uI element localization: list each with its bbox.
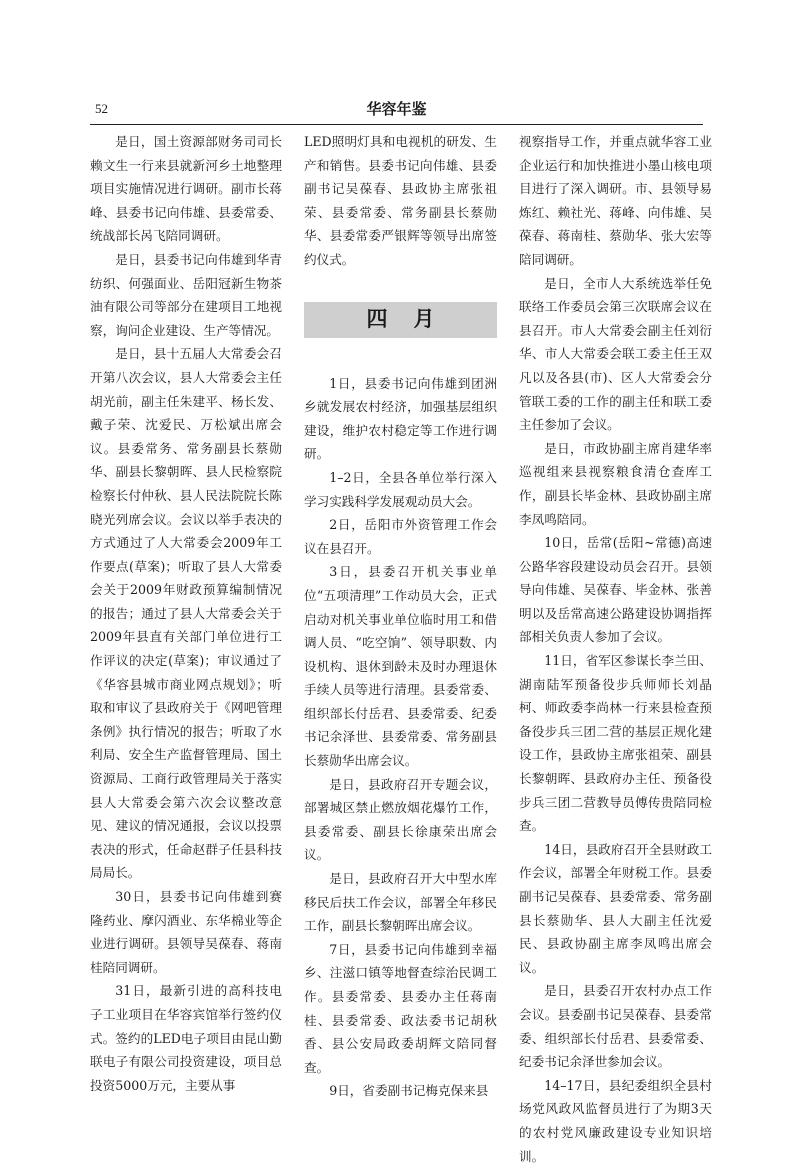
paragraph-continued: LED照明灯具和电视机的研发、生产和销售。县委书记向伟雄、县委副书记吴葆春、县政协主席张祖荣、县委常委、常务副县长蔡勋华、县委常委严银辉等领导出席签约仪式。 (304, 134, 497, 267)
paragraph: 30日，县委书记向伟雄到赛隆药业、摩闪酒业、东华棉业等企业进行调研。县领导吴葆春、蒋南桂陪同调研。 (90, 889, 282, 975)
paragraph: 1–2日，全县各单位举行深入学习实践科学发展观动员大会。 (304, 469, 497, 509)
paragraph: 是日，县十五届人大常委会召开第八次会议，县人大常委会主任胡光前，副主任朱建平、杨长发、戴子荣、沈爱民、万松斌出席会议。县委常务、常务副县长蔡勋华、副县长黎朝晖、县人民检察院检察长付仲秋、县人民法院院长陈晓光列席会议。会议以举手表决的方式通过了人大常委会2009年工作要点(草案)；听取了县人大常委会关于2009年财政预算编制情况的报告；通过了县人大常委会关于2009年县直有关部门单位进行工作评议的决定(草案)；审议通过了《华容县城市商业网点规划》；听取和审议了县政府关于《网吧管理条例》执行情况的报告；听取了水利局、安全生产监督管理局、国土资源局、工商行政管理局关于落实县人大常委会第六次会议整改意见、建议的情况通报，会议以投票表决的形式，任命赵群子任县科技局局长。 (90, 346, 282, 881)
paragraph: 是日，国土资源部财务司司长赖文生一行来县就新河乡土地整理项目实施情况进行调研。副市长蒋峰、县委书记向伟雄、县委常委、统战部长呙飞陪同调研。 (90, 134, 282, 244)
paragraph: 是日，全市人大系统选举任免联络工作委员会第三次联席会议在县召开。市人大常委会副主任刘衍华、市人大常委会联工委主任王双凡以及各县(市)、区人大常委会分管联工委的工作的副主任和联工委主任参加了会议。 (519, 275, 712, 433)
paragraph: 11日，省军区参谋长李兰田、湖南陆军预备役步兵师师长刘晶柯、师政委李尚林一行来县检查预备役步兵三团二营的基层正规化建设工作，县政协主席张祖荣、副县长黎朝晖、县政府办主任、预备役步兵三团二营教导员傅传贵陪同检查。 (519, 653, 712, 834)
header-rule (90, 124, 703, 125)
paragraph: 14–17日，县纪委组织全县村场党风政风监督员进行了为期3天的农村党风廉政建设专业知识培训。 (519, 1077, 712, 1164)
paragraph: 3日，县委召开机关事业单位“五项清理”工作动员大会，正式启动对机关事业单位临时用工和借调人员、“吃空饷”、领导职数、内设机构、退休到龄未及时办理退休手续人员等进行清理。县委常委、组织部长付岳君、县委常委、纪委书记余泽世、县委常委、常务副县长蔡勋华出席会议。 (304, 564, 497, 769)
paragraph-continued: 视察指导工作，并重点就华容工业企业运行和加快推进小墨山核电项目进行了深入调研。市、县领导易炼红、赖社光、蒋峰、向伟雄、吴葆春、蒋南桂、蔡勋华、张大宏等陪同调研。 (519, 134, 712, 267)
paragraph: 是日，县委召开农村办点工作会议。县委副书记吴葆春、县委常委、组织部长付岳君、县委常委、纪委书记余泽世参加会议。 (519, 983, 712, 1070)
paragraph: 是日，县委书记向伟雄到华青纺织、何强面业、岳阳冠新生物茶油有限公司等部分在建项目工地视察，询问企业建设、生产等情况。 (90, 251, 282, 338)
paragraph: 31日，最新引进的高科技电子工业项目在华容宾馆举行签约仪式。签约的LED电子项目由昆山勤联电子有限公司投资建设，项目总投资5000万元，主要从事 (90, 983, 282, 1093)
paragraph: 是日，县政府召开大中型水库移民后扶工作会议，部署全年移民工作，副县长黎朝晖出席会议。 (304, 871, 497, 934)
paragraph: 2日，岳阳市外资管理工作会议在县召开。 (304, 517, 497, 556)
column-2 (304, 130, 497, 1103)
running-title: 华容年鉴 (366, 100, 427, 118)
column-1 (90, 130, 282, 1097)
page-number: 52 (95, 101, 108, 116)
month-heading-box (304, 302, 497, 338)
paragraph: 是日，市政协副主席肖建华率巡视组来县视察粮食清仓查库工作，副县长毕金林、县政协副主席李凤鸣陪同。 (519, 440, 712, 527)
month-heading: 四月 (366, 306, 461, 331)
paragraph: 9日，省委副书记梅克保来县 (329, 1083, 489, 1099)
column-3 (519, 130, 712, 1168)
paragraph: 是日，县政府召开专题会议，部署城区禁止燃放烟花爆竹工作，县委常委、副县长徐康荣出席会议。 (304, 776, 497, 863)
paragraph: 7日，县委书记向伟雄到幸福乡、注滋口镇等地督查综治民调工作。县委常委、县委办主任蒋南桂、县委常委、政法委书记胡秋香、县公安局政委胡辉文陪同督查。 (304, 941, 497, 1075)
paragraph: 1日，县委书记向伟雄到团洲乡就发展农村经济，加强基层组织建设，维护农村稳定等工作进行调研。 (304, 375, 497, 462)
paragraph: 10日，岳常(岳阳~常德)高速公路华容段建设动员会召开。县领导向伟雄、吴葆春、毕金林、张善明以及岳常高速公路建设协调指挥部相关负责人参加了会议。 (519, 535, 712, 645)
paragraph: 14日，县政府召开全县财政工作会议，部署全年财税工作。县委副书记吴葆春、县委常委、常务副县长蔡勋华、县人大副主任沈爱民、县政协副主席李凤鸣出席会议。 (519, 841, 712, 975)
